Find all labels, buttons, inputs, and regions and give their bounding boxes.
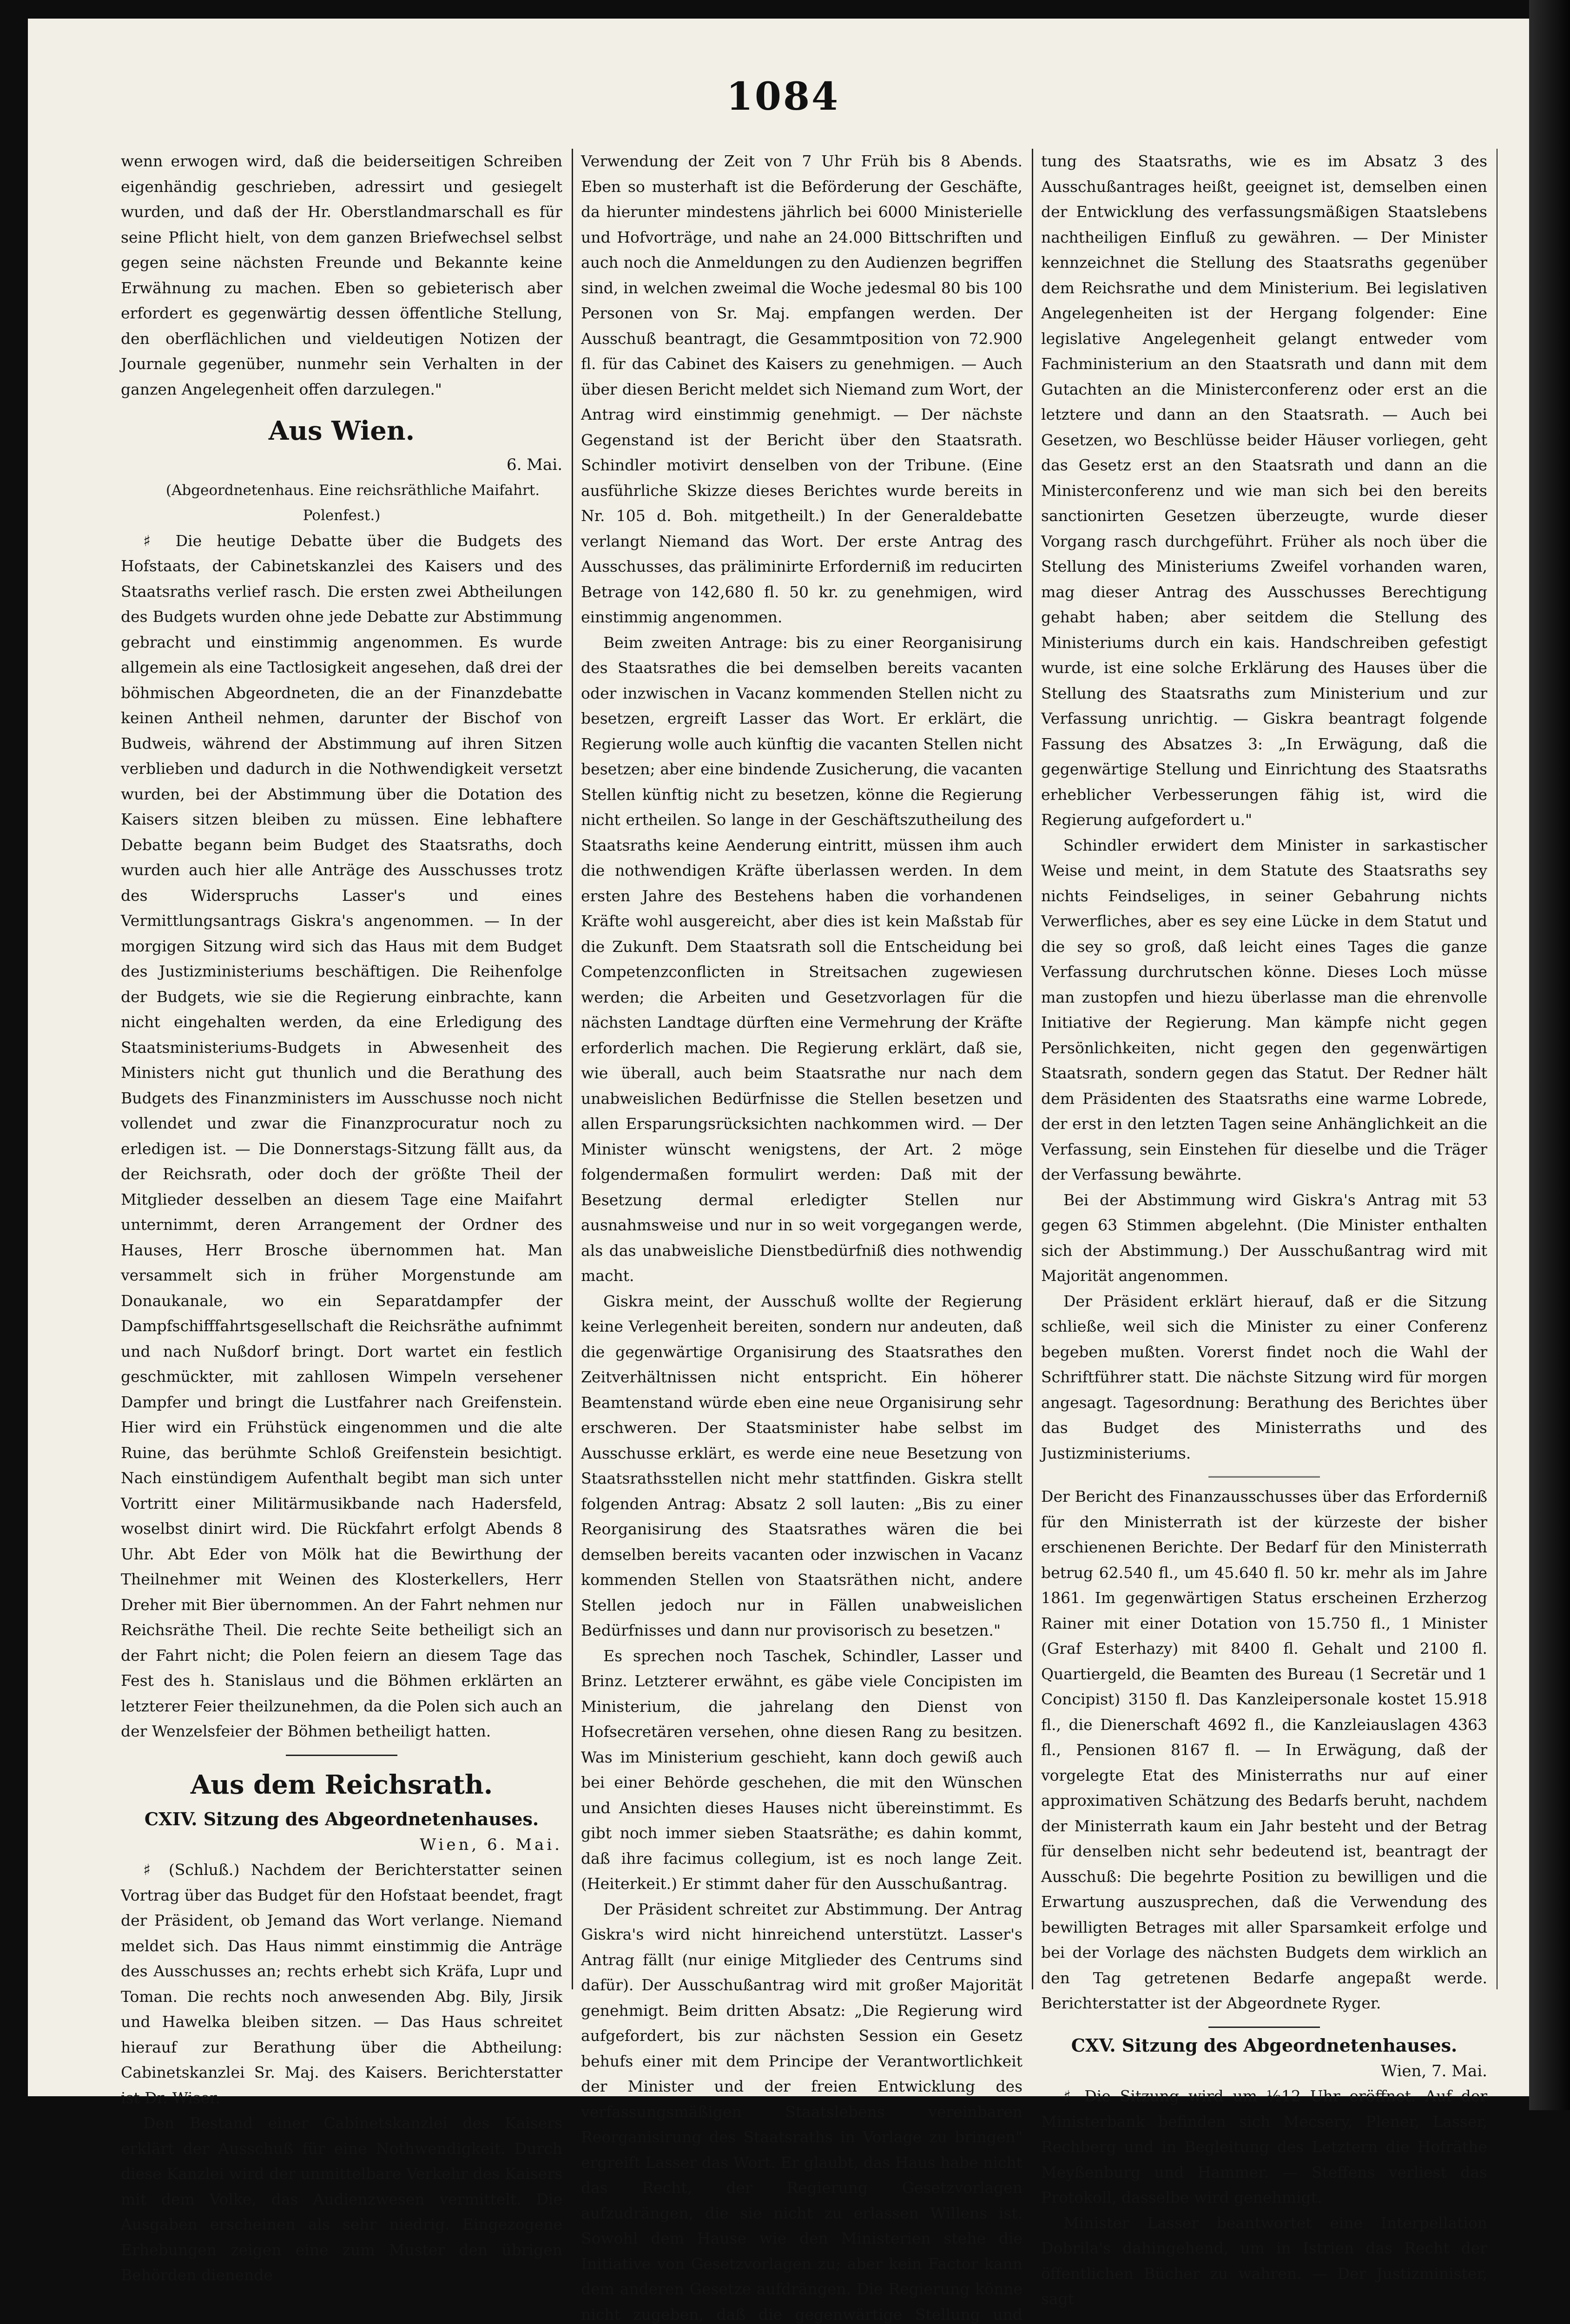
article-body: Der Bericht des Finanzausschusses über das Erforderniß für den Ministerrath ist der kürzeste der bisher erschienenen Berichte. Der Bedarf für den Ministerrath betrug 62.540 fl., um 45.640 fl. 50 kr. mehr als im Jahre 1861. Im gegenwärtigen Status erscheinen Erzherzog Rainer mit einer Dotation von 15.750 fl., 1 Minister (Graf Esterhazy) mit 8400 fl. Gehalt und 2100 fl. Quartiergeld, die Beamten des Bureau (1 Secretär und 1 Concipist) 3150 fl. Das Kanzleipersonale kostet 15.918 fl., die Dienerschaft 4692 fl., die Kanzleiauslagen 4363 fl., Pensionen 8167 fl. — In Erwägung, daß der vorgelegte Etat des Ministerraths nur auf einer approximativen Schätzung des Bedarfs beruht, nachdem der Ministerrath kaum ein Jahr besteht und der Betrag für denselben nicht sehr bedeutend ist, beantragt der Ausschuß: Die begehrte Position zu bewilligen und die Erwartung auszusprechen, daß die Verwendung des bewilligten Betrages mit aller Sparsamkeit erfolge und bei der Vorlage des nächsten Budgets dem wirklich an den Tag getretenen Bedarfe angepaßt werde. Berichterstatter ist der Abgeordnete Ryger. bbox=[1041, 1484, 1487, 2016]
article-body: Minister Lasser beantwortet eine Interpellation Dobrila's dahingehend, um in Istrien das Recht der öffentlichen Bücher zu wahren. — Der Justizminister, sagt bbox=[1041, 2211, 1487, 2312]
column-2 bbox=[581, 149, 1022, 2031]
section-heading-aus-wien: Aus Wien. bbox=[121, 412, 562, 449]
article-body: Giskra meint, der Ausschuß wollte der Regierung keine Verlegenheit bereiten, sondern nur andeuten, daß die gegenwärtige Organisirung des Staatsrathes den Zeitverhältnissen nicht entspricht. Ein höherer Beamtenstand würde eben eine neue Organisirung sehr erschweren. Der Staatsminister habe selbst im Ausschusse erklärt, es werde eine neue Besetzung von Staatsrathsstellen nicht mehr stattfinden. Giskra stellt folgenden Antrag: Absatz 2 soll lauten: „Bis zu einer Reorganisirung des Staatsrathes wären die bei demselben bereits vacanten oder inzwischen in Vacanz kommenden Stellen von Staatsräthen nicht, andere Stellen jedoch nur in Fällen unabweislichen Bedürfnisses und dann nur provisorisch zu besetzen." bbox=[581, 1289, 1022, 1644]
newspaper-page bbox=[28, 19, 1538, 2096]
sitting-title: CXV. Sitzung des Abgeordnetenhauses. bbox=[1041, 2033, 1487, 2059]
dateline: 6. Mai. bbox=[121, 452, 562, 478]
article-body: Der Präsident schreitet zur Abstimmung. Der Antrag Giskra's wird nicht hinreichend unterstützt. Lasser's Antrag fällt (nur einige Mitglieder des Centrums sind dafür). Der Ausschußantrag wird mit großer Majorität genehmigt. Beim dritten Absatz: „Die Regierung wird aufgefordert, bis zur nächsten Session ein Gesetz behufs einer mit dem Principe der Verantwortlichkeit der Minister und der freien Entwicklung des verfassungsmäßigen Staatslebens vereinbaren Reorganisirung des Staatsraths in Vorlage zu bringen" ergreift Lasser das Wort. Er glaubt, das Haus habe nicht das Recht, der Regierung Gesetzvorlagen aufzudrängen, die sie nicht zu erlassen Willens ist. Sowohl dem Hause wie den Ministerien stehe die Initiative von Gesetzvorlagen zu; aber kein Factor kann dem anderen Gesetze aufdrängen. Die Regierung könne nicht zugeben, daß die gegenwärtige Stellung und bbox=[581, 1897, 1022, 2324]
page-number: 1084 bbox=[28, 74, 1538, 119]
article-body: Der Präsident erklärt hierauf, daß er die Sitzung schließe, weil sich die Minister zu einer Conferenz begeben mußten. Vorerst findet noch die Wahl der Schriftführer statt. Die nächste Sitzung wird für morgen angesagt. Tagesordnung: Berathung des Berichtes über das Budget des Ministerraths und des Justizministeriums. bbox=[1041, 1289, 1487, 1466]
column-rule-right bbox=[1032, 149, 1033, 1989]
article-caption: (Abgeordnetenhaus. Eine reichsräthliche Maifahrt. Polenfest.) bbox=[121, 478, 562, 528]
section-heading-reichsrath: Aus dem Reichsrath. bbox=[121, 1766, 562, 1803]
section-divider bbox=[286, 1755, 397, 1756]
scan-edge-shadow bbox=[1529, 0, 1570, 2110]
article-body: Schindler erwidert dem Minister in sarkastischer Weise und meint, in dem Statute des Staatsraths sey nichts Feindseliges, in seiner Gebahrung nichts Verwerfliches, aber es sey eine Lücke in dem Statut und die sey so groß, daß leicht eines Tages die ganze Verfassung durchrutschen könne. Dieses Loch müsse man zustopfen und hiezu überlasse man die ehrenvolle Initiative der Regierung. Man kämpfe nicht gegen Persönlichkeiten, nicht gegen den gegenwärtigen Staatsrath, sondern gegen das Statut. Der Redner hält dem Präsidenten des Staatsraths eine warme Lobrede, der erst in den letzten Tagen seine Anhänglichkeit an die Verfassung, sein Einstehen für dieselbe und die Träger der Verfassung bewährte. bbox=[1041, 833, 1487, 1188]
article-body: tung des Staatsraths, wie es im Absatz 3 des Ausschußantrages heißt, geeignet ist, demselben einen der Entwicklung des verfassungsmäßigen Staatslebens nachtheiligen Einfluß zu gewähren. — Der Minister kennzeichnet die Stellung des Staatsraths gegenüber dem Reichsrathe und dem Ministerium. Bei legislativen Angelegenheiten ist der Hergang folgender: Eine legislative Angelegenheit gelangt entweder vom Fachministerium an den Staatsrath und dann mit dem Gutachten an die Ministerconferenz oder erst an die letztere und dann an den Staatsrath. — Auch bei Gesetzen, wo Beschlüsse beider Häuser vorliegen, geht das Gesetz erst an den Staatsrath und dann an die Ministerconferenz und wie man sich bei den bereits sanctionirten Gesetzen überzeugte, wurde dieser Vorgang rasch durchgeführt. Früher als noch über die Stellung des Ministeriums Zweifel vorhanden waren, mag dieser Antrag des Ausschusses Berechtigung gehabt haben; aber seitdem die Stellung des Ministeriums durch ein kais. Handschreiben gefestigt wurde, ist eine solche Erklärung des Hauses über die Stellung des Staatsraths zum Ministerium und zur Verfassung unrichtig. — Giskra beantragt folgende Fassung des Absatzes 3: „In Erwägung, daß die gegenwärtige Stellung und Einrichtung des Staatsraths erheblicher Verbesserungen fähig ist, wird die Regierung aufgefordert u." bbox=[1041, 149, 1487, 833]
section-divider bbox=[1208, 1476, 1320, 1479]
column-rule-left bbox=[572, 149, 573, 1989]
column-3 bbox=[1041, 149, 1487, 2031]
article-continuation: wenn erwogen wird, daß die beiderseitigen Schreiben eigenhändig geschrieben, adressirt und gesiegelt wurden, und daß der Hr. Oberstlandmarschall es für seine Pflicht hielt, von dem ganzen Briefwechsel selbst gegen seine nächsten Freunde und Bekannte keine Erwähnung zu machen. Eben so gebieterisch aber erfordert es gegenwärtig dessen öffentliche Stellung, den oberflächlichen und vieldeutigen Notizen der Journale gegenüber, nunmehr sein Verhalten in der ganzen Angelegenheit offen darzulegen." bbox=[121, 149, 562, 402]
article-body: ♯ Die Sitzung wird um ½12 Uhr eröffnet. Auf der Ministerbank befinden sich Mecsery, Plener, Lasser, Rechberg und in Begleitung des Letztern die Hofräthe Meyßenburg und Hammer. — Steffens verliest das Protokoll, dasselbe wird genehmigt. bbox=[1041, 2084, 1487, 2211]
article-body: Den Bestand einer Cabinetskanzlei des Kaisers erklärt der Ausschuß für eine Nothwendigkeit. Durch diese Kanzlei wird der unmittelbare Verkehr des Kaisers mit dem Volke, das Audienzwesen vermittelt. Die Ausgaben erscheinen als sehr niedrig. Eingezogene Erhebungen zeigen eine zum Muster den übrigen Behörden dienende bbox=[121, 2111, 562, 2288]
article-body: Es sprechen noch Taschek, Schindler, Lasser und Brinz. Letzterer erwähnt, es gäbe viele Concipisten im Ministerium, die jahrelang den Dienst von Hofsecretären versehen, ohne diesen Rang zu besitzen. Was im Ministerium geschieht, kann doch gewiß auch bei einer Behörde geschehen, die mit den Wünschen und Ansichten dieses Hauses nicht übereinstimmt. Es gibt noch immer sieben Staatsräthe; es dahin kommt, daß ihre facimus collegium, ist es noch lange Zeit. (Heiterkeit.) Er stimmt daher für den Ausschußantrag. bbox=[581, 1644, 1022, 1897]
sitting-title: CXIV. Sitzung des Abgeordnetenhauses. bbox=[121, 1806, 562, 1832]
article-body: Beim zweiten Antrage: bis zu einer Reorganisirung des Staatsrathes die bei demselben bereits vacanten oder inzwischen in Vacanz kommenden Stellen nicht zu besetzen, ergreift Lasser das Wort. Er erklärt, die Regierung wolle auch künftig die vacanten Stellen nicht besetzen; aber eine bindende Zusicherung, die vacanten Stellen künftig nicht zu besetzen, könne die Regierung nicht ertheilen. So lange in der Geschäftszutheilung des Staatsraths keine Aenderung eintritt, müssen ihm auch die nothwendigen Kräfte überlassen werden. In dem ersten Jahre des Bestehens haben die vorhandenen Kräfte wohl ausgereicht, aber dies ist kein Maßstab für die Zukunft. Dem Staatsrath soll die Entscheidung bei Competenzconflicten in Streitsachen zugewiesen werden; die Arbeiten und Gesetzvorlagen für die nächsten Landtage dürften eine Vermehrung der Kräfte erforderlich machen. Die Regierung erklärt, daß sie, wie überall, auch beim Staatsrathe nur nach dem unabweislichen Bedürfnisse die Stellen besetzen und allen Ersparungsrücksichten nachkommen wird. — Der Minister wünscht wenigstens, der Art. 2 möge folgendermaßen formulirt werden: Daß mit der Besetzung dermal erledigter Stellen nur ausnahmsweise und nur in so weit vorgegangen werde, als das unabweisliche Dienstbedürfniß dies nothwendig macht. bbox=[581, 630, 1022, 1289]
dateline: Wien, 7. Mai. bbox=[1041, 2059, 1487, 2084]
dateline: Wien, 6. Mai. bbox=[121, 1832, 562, 1858]
article-body: ♯ (Schluß.) Nachdem der Berichterstatter seinen Vortrag über das Budget für den Hofstaat beendet, fragt der Präsident, ob Jemand das Wort verlange. Niemand meldet sich. Das Haus nimmt einstimmig die Anträge des Ausschusses an; rechts erhebt sich Kräfa, Lupr und Toman. Die rechts noch anwesenden Abg. Bily, Jirsik und Hawelka bleiben sitzen. — Das Haus schreitet hierauf zur Berathung über die Abtheilung: Cabinetskanzlei Sr. Maj. des Kaisers. Berichterstatter ist Dr. Wiser. bbox=[121, 1857, 562, 2111]
section-divider bbox=[1208, 2027, 1320, 2028]
article-body: ♯ Die heutige Debatte über die Budgets des Hofstaats, der Cabinetskanzlei des Kaisers und des Staatsraths verlief rasch. Die ersten zwei Abtheilungen des Budgets wurden ohne jede Debatte zur Abstimmung gebracht und einstimmig angenommen. Es wurde allgemein als eine Tactlosigkeit angesehen, daß drei der böhmischen Abgeordneten, die an der Finanzdebatte keinen Antheil nehmen, darunter der Bischof von Budweis, während der Abstimmung auf ihren Sitzen verblieben und dadurch in die Nothwendigkeit versetzt wurden, bei der Abstimmung über die Dotation des Kaisers sitzen bleiben zu müssen. Eine lebhaftere Debatte begann beim Budget des Staatsraths, doch wurden auch hier alle Anträge des Ausschusses trotz des Widerspruchs Lasser's und eines Vermittlungsantrags Giskra's angenommen. — In der morgigen Sitzung wird sich das Haus mit dem Budget des Justizministeriums beschäftigen. Die Reihenfolge der Budgets, wie sie die Regierung einbrachte, kann nicht eingehalten werden, da eine Erledigung des Staatsministeriums-Budgets in Abwesenheit des Ministers nicht gut thunlich und die Berathung des Budgets des Finanzministers im Ausschusse noch nicht vollendet und zwar die Finanzprocuratur noch zu erledigen ist. — Die Donnerstags-Sitzung fällt aus, da der Reichsrath, oder doch der größte Theil der Mitglieder desselben an diesem Tage eine Maifahrt unternimmt, deren Arrangement der Ordner des Hauses, Herr Brosche übernommen hat. Man versammelt sich in früher Morgenstunde am Donaukanale, wo ein Separatdampfer der Dampfschifffahrtsgesellschaft die Reichsräthe aufnimmt und nach Nußdorf bringt. Dort wartet ein festlich geschmückter, mit zahllosen Wimpeln versehener Dampfer und bringt die Lustfahrer nach Greifenstein. Hier wird ein Frühstück eingenommen und die alte Ruine, das berühmte Schloß Greifenstein besichtigt. Nach einstündigem Aufenthalt begibt man sich unter Vortritt einer Militärmusikbande nach Hadersfeld, woselbst dinirt wird. Die Rückfahrt erfolgt Abends 8 Uhr. Abt Eder von Mölk hat die Bewirthung der Theilnehmer mit Weinen des Klosterkellers, Herr Dreher mit Bier übernommen. An der Fahrt nehmen nur Reichsräthe Theil. Die rechte Seite betheiligt sich an der Fahrt nicht; die Polen feiern an diesem Tage das Fest des h. Stanislaus und die Böhmen erklärten an letzterer Feier theilzunehmen, da die Polen sich auch an der Wenzelsfeier der Böhmen betheiligt hatten. bbox=[121, 528, 562, 1744]
article-body: Bei der Abstimmung wird Giskra's Antrag mit 53 gegen 63 Stimmen abgelehnt. (Die Minister enthalten sich der Abstimmung.) Der Ausschußantrag wird mit Majorität angenommen. bbox=[1041, 1188, 1487, 1289]
article-body: Verwendung der Zeit von 7 Uhr Früh bis 8 Abends. Eben so musterhaft ist die Beförderung der Geschäfte, da hierunter mindestens jährlich bei 6000 Ministerielle und Hofvorträge, und nahe an 24.000 Bittschriften und auch noch die Anmeldungen zu den Audienzen begriffen sind, in welchen zweimal die Woche jedesmal 80 bis 100 Personen von Sr. Maj. empfangen werden. Der Ausschuß beantragt, die Gesammtposition von 72.900 fl. für das Cabinet des Kaisers zu genehmigen. — Auch über diesen Bericht meldet sich Niemand zum Wort, der Antrag wird einstimmig genehmigt. — Der nächste Gegenstand ist der Bericht über den Staatsrath. Schindler motivirt denselben von der Tribune. (Eine ausführliche Skizze dieses Berichtes wurde bereits in Nr. 105 d. Boh. mitgetheilt.) In der Generaldebatte verlangt Niemand das Wort. Der erste Antrag des Ausschusses, das präliminirte Erforderniß im reducirten Betrage von 142,680 fl. 50 kr. zu genehmigen, wird einstimmig angenommen. bbox=[581, 149, 1022, 630]
column-1 bbox=[121, 149, 562, 2031]
